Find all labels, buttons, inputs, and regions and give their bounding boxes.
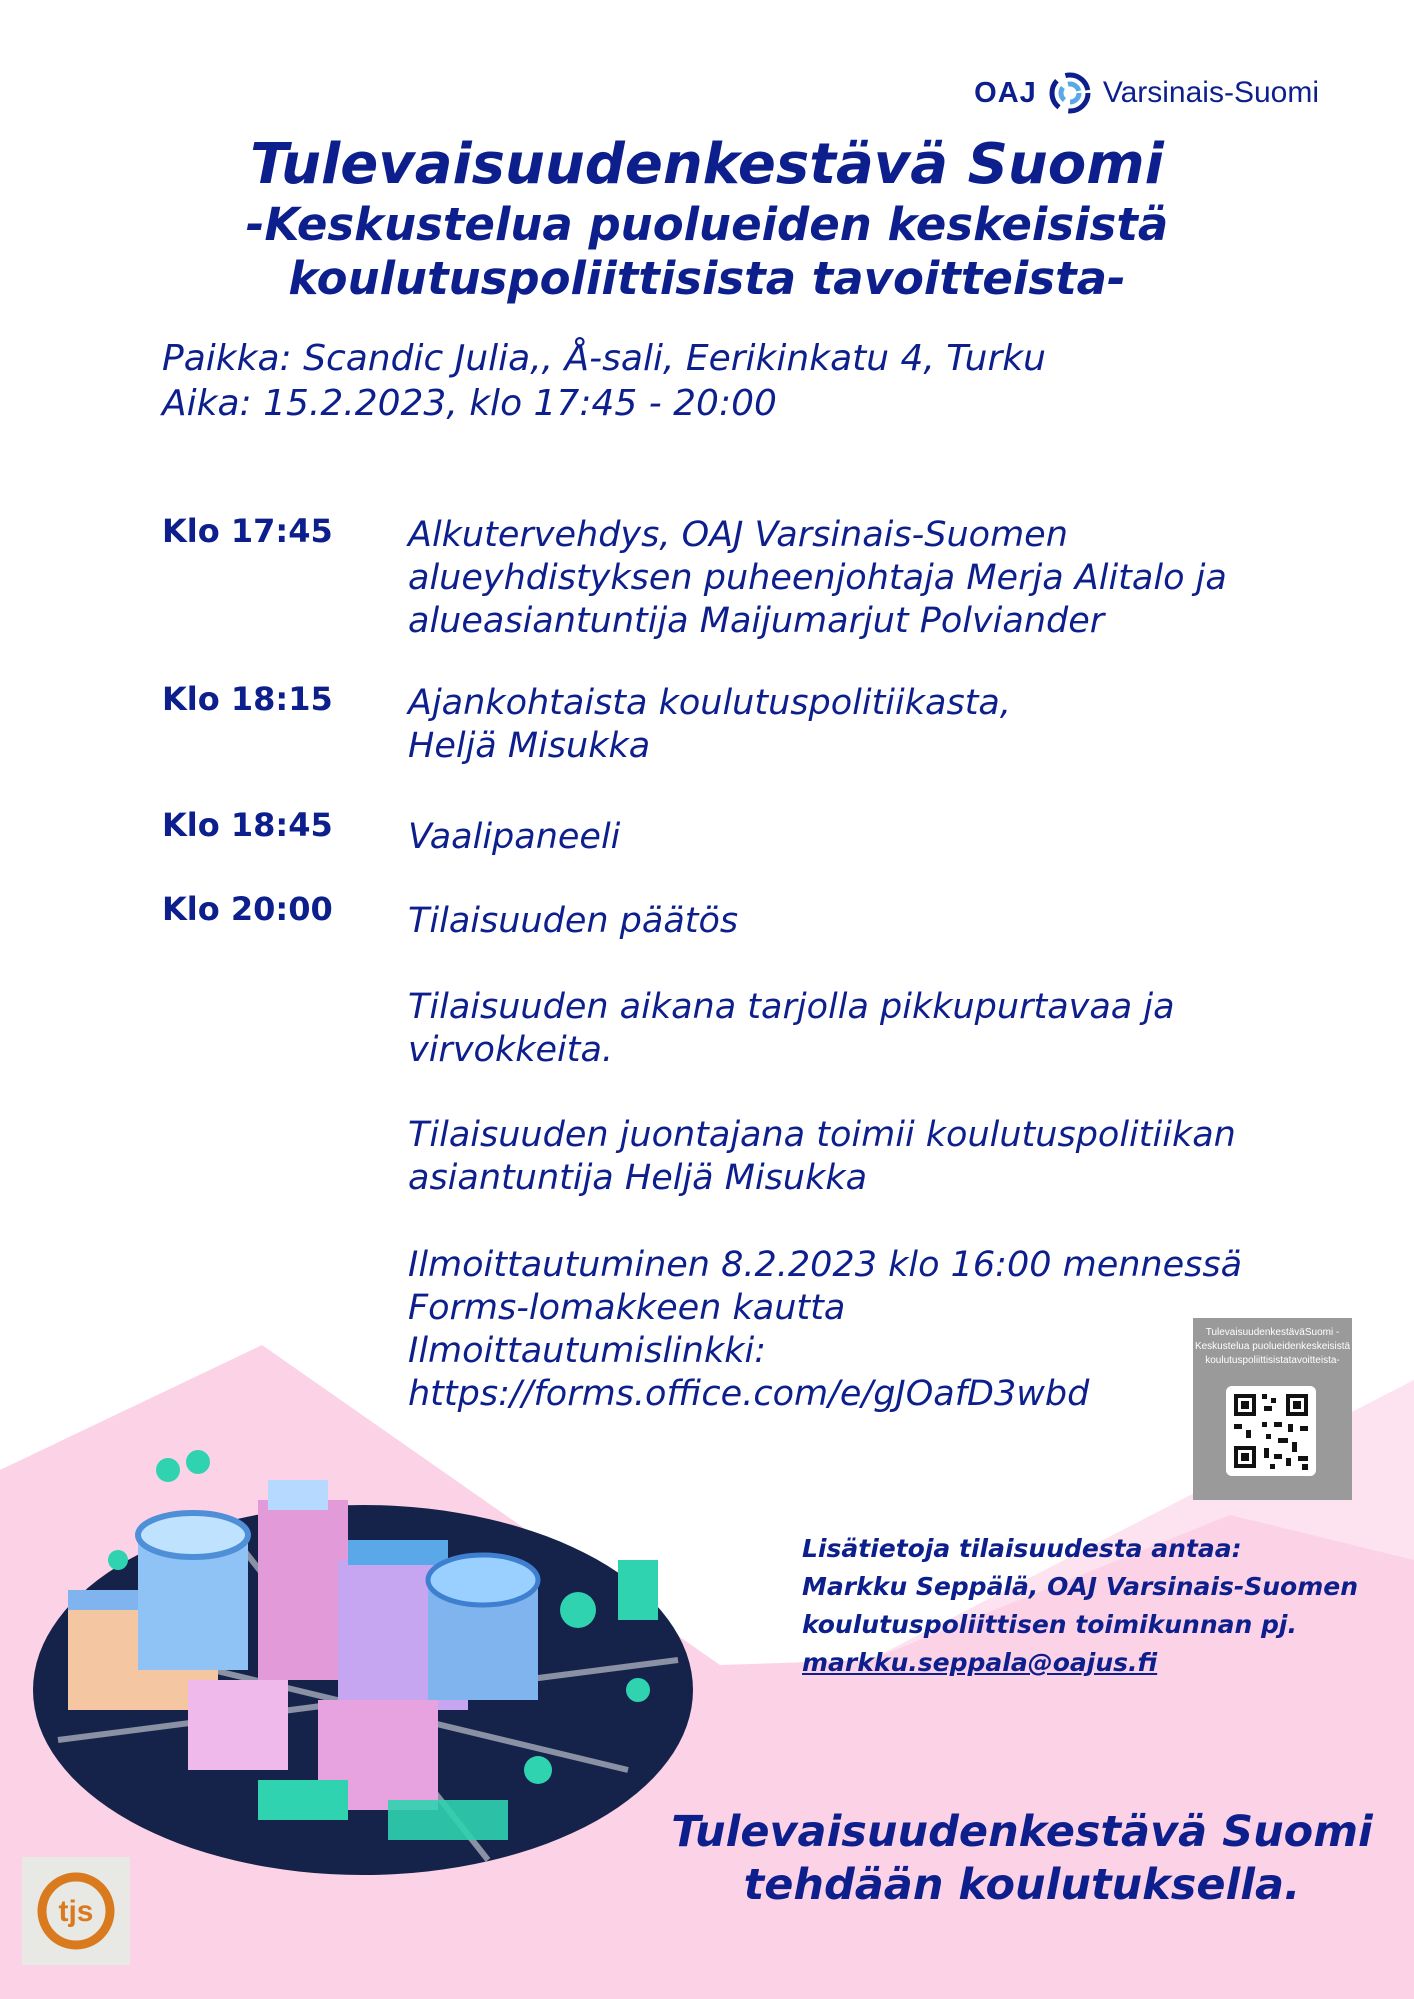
page-title: Tulevaisuudenkestävä Suomi xyxy=(250,132,1164,197)
page-subtitle-line-1: -Keskustelua puolueiden keskeisistä xyxy=(245,198,1169,251)
qr-caption-line: Keskustelua puolueidenkeskeisistä xyxy=(1194,1341,1351,1352)
event-info xyxy=(162,336,1046,426)
contact-role: koulutuspoliittisen toimikunnan pj. xyxy=(802,1610,1297,1639)
slogan xyxy=(664,1806,1380,1912)
refreshments-note xyxy=(408,986,1308,1072)
note-line: Ilmoittautuminen 8.2.2023 klo 16:00 mennessä xyxy=(408,1245,1243,1285)
note-line: asiantuntija Heljä Misukka xyxy=(408,1158,868,1198)
agenda-time: Klo 20:00 xyxy=(162,890,333,928)
agenda-text xyxy=(408,514,1328,643)
event-time: Aika: 15.2.2023, klo 17:45 - 20:00 xyxy=(162,383,777,424)
city-illustration xyxy=(18,1440,718,1880)
agenda-text-line: Vaalipaneeli xyxy=(408,817,621,857)
contact-name: Markku Seppälä, OAJ Varsinais-Suomen xyxy=(802,1572,1359,1601)
agenda-time: Klo 18:15 xyxy=(162,680,333,718)
qr-caption-line: TulevaisuudenkestäväSuomi - xyxy=(1205,1327,1340,1338)
slogan-line-2: tehdään koulutuksella. xyxy=(743,1860,1301,1910)
agenda-time: Klo 18:45 xyxy=(162,806,333,844)
note-line: Forms-lomakkeen kautta xyxy=(408,1288,846,1328)
tjs-logo xyxy=(22,1857,130,1965)
registration-note xyxy=(408,1244,1308,1416)
slogan-line-1: Tulevaisuudenkestävä Suomi xyxy=(671,1807,1373,1857)
contact-intro: Lisätietoja tilaisuudesta antaa: xyxy=(802,1534,1242,1563)
agenda-text-line: alueyhdistyksen puheenjohtaja Merja Alitalo ja xyxy=(408,558,1227,598)
contact-info xyxy=(802,1530,1358,1682)
logo-brand: OAJ xyxy=(974,76,1037,109)
agenda-text xyxy=(408,900,1328,943)
note-line: Tilaisuuden aikana tarjolla pikkupurtavaa ja xyxy=(408,987,1175,1027)
host-note xyxy=(408,1114,1308,1200)
agenda-text-line: Alkutervehdys, OAJ Varsinais-Suomen xyxy=(408,515,1068,555)
note-line: virvokkeita. xyxy=(408,1030,614,1070)
tjs-logo-icon xyxy=(22,1857,130,1965)
note-line: Tilaisuuden juontajana toimii koulutuspolitiikan xyxy=(408,1115,1236,1155)
event-place: Paikka: Scandic Julia,, Å-sali, Eerikinkatu 4, Turku xyxy=(162,338,1046,379)
qr-caption-line: koulutuspoliittisistatavoitteista- xyxy=(1205,1355,1340,1366)
agenda-text-line: alueasiantuntija Maijumarjut Polviander xyxy=(408,601,1105,641)
qr-caption xyxy=(1193,1326,1352,1368)
agenda-time: Klo 17:45 xyxy=(162,512,333,550)
qr-code-thumbnail[interactable] xyxy=(1193,1318,1352,1500)
agenda-text xyxy=(408,682,1328,768)
tjs-logo-text: tjs xyxy=(58,1895,94,1928)
registration-link[interactable]: https://forms.office.com/e/gJOafD3wbd xyxy=(408,1374,1090,1414)
page-subtitle-line-2: koulutuspoliittisista tavoitteista- xyxy=(288,252,1126,305)
logo-region: Varsinais-Suomi xyxy=(1102,76,1319,109)
oaj-logo xyxy=(974,70,1319,116)
agenda-text-line: Tilaisuuden päätös xyxy=(408,901,739,941)
oaj-swirl-icon xyxy=(1047,70,1093,116)
agenda-text-line: Ajankohtaista koulutuspolitiikasta, xyxy=(408,683,1011,723)
qr-code-icon xyxy=(1226,1386,1316,1476)
contact-email-link[interactable]: markku.seppala@oajus.fi xyxy=(802,1648,1158,1677)
note-line: Ilmoittautumislinkki: xyxy=(408,1331,766,1371)
agenda-text-line: Heljä Misukka xyxy=(408,726,651,766)
agenda-text xyxy=(408,816,1328,859)
title-block xyxy=(0,132,1414,306)
